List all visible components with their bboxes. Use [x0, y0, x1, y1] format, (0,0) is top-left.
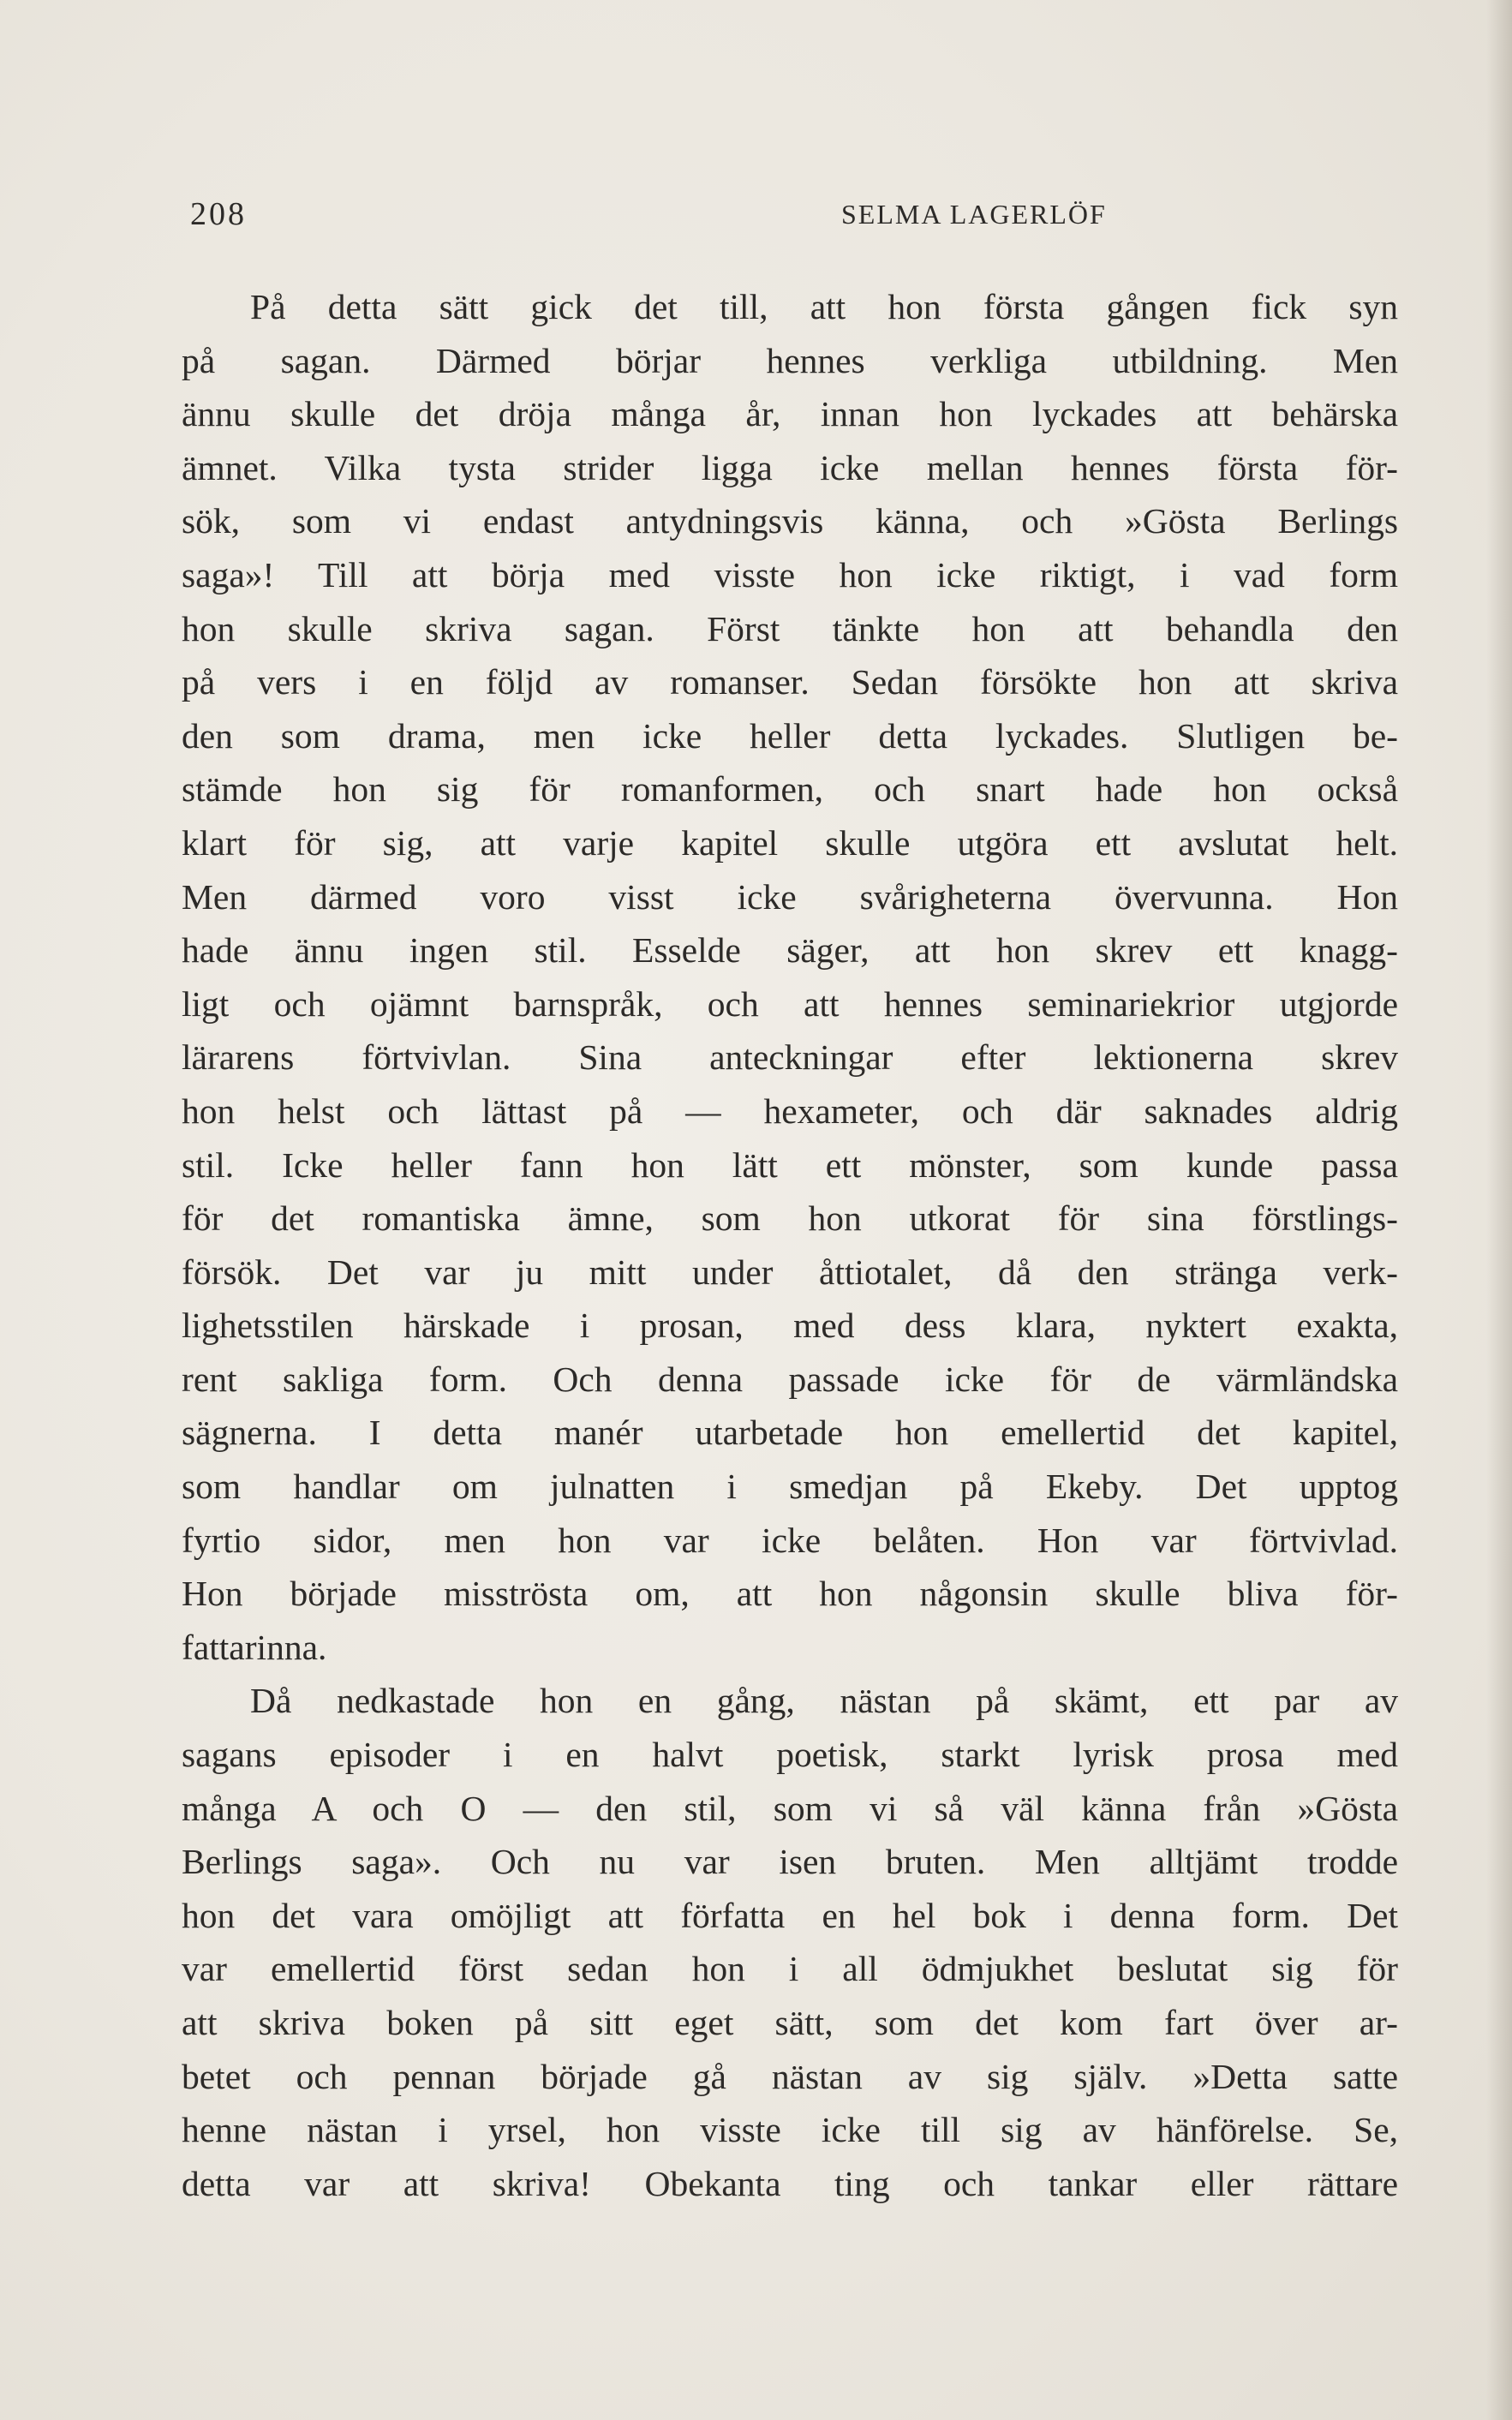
text-line: sägnerna. I detta manér utarbetade hon emellertid det kapitel, [182, 1413, 1398, 1453]
text-line: sagans episoder i en halvt poetisk, starkt lyrisk prosa med [182, 1735, 1398, 1775]
text-line: hon helst och lättast på — hexameter, och där saknades aldrig [182, 1090, 1398, 1131]
text-line: lärarens förtvivlan. Sina anteckningar efter lektionerna skrev [182, 1037, 1398, 1078]
text-line: sök, som vi endast antydningsvis känna, och »Gösta Berlings [182, 501, 1398, 541]
text-line: lighetsstilen härskade i prosan, med dess klara, nyktert exakta, [182, 1306, 1398, 1346]
running-head: SELMA LAGERLÖF [841, 199, 1107, 230]
text-line: var emellertid först sedan hon i all ödmjukhet beslutat sig för [182, 1949, 1398, 1989]
text-line: ämnet. Vilka tysta strider ligga icke mellan hennes första för- [182, 447, 1398, 487]
text-line: detta var att skriva! Obekanta ting och tankar eller rättare [182, 2163, 1398, 2203]
text-line: henne nästan i yrsel, hon visste icke till sig av hänförelse. Se, [182, 2110, 1398, 2150]
page-edge-shadow [1486, 0, 1512, 2420]
text-line: den som drama, men icke heller detta lyckades. Slutligen be- [182, 715, 1398, 756]
text-line: fattarinna. [182, 1627, 327, 1667]
text-line: På detta sätt gick det till, att hon första gången fick syn [250, 287, 1398, 326]
body-text [182, 280, 1398, 2210]
text-line: betet och pennan började gå nästan av sig själv. »Detta satte [182, 2056, 1398, 2096]
text-line: hade ännu ingen stil. Esselde säger, att hon skrev ett knagg- [182, 930, 1398, 971]
text-line: Hon började misströsta om, att hon någonsin skulle bliva för- [182, 1574, 1398, 1614]
text-line: saga»! Till att börja med visste hon icke riktigt, i vad form [182, 554, 1398, 595]
text-line: många A och O — den stil, som vi så väl känna från »Gösta [182, 1788, 1398, 1828]
text-line: på vers i en följd av romanser. Sedan försökte hon att skriva [182, 662, 1398, 702]
page-header [190, 195, 1400, 238]
text-line: försök. Det var ju mitt under åttiotalet, då den stränga verk- [182, 1252, 1398, 1292]
text-line: att skriva boken på sitt eget sätt, som det kom fart över ar- [182, 2003, 1398, 2042]
text-line: rent sakliga form. Och denna passade icke för de värmländska [182, 1359, 1398, 1399]
text-line: Då nedkastade hon en gång, nästan på skämt, ett par av [250, 1681, 1398, 1721]
page-number: 208 [190, 196, 247, 232]
text-line: hon skulle skriva sagan. Först tänkte hon att behandla den [182, 608, 1398, 648]
text-line: stämde hon sig för romanformen, och snart hade hon också [182, 769, 1398, 810]
text-line: stil. Icke heller fann hon lätt ett mönster, som kunde passa [182, 1144, 1398, 1185]
text-line: på sagan. Därmed börjar hennes verkliga utbildning. Men [182, 340, 1398, 380]
text-line: klart för sig, att varje kapitel skulle utgöra ett avslutat helt. [182, 822, 1398, 863]
text-line: Berlings saga». Och nu var isen bruten. Men alltjämt trodde [182, 1842, 1398, 1882]
text-line: som handlar om julnatten i smedjan på Ekeby. Det upptog [182, 1467, 1398, 1507]
text-line: fyrtio sidor, men hon var icke belåten. Hon var förtvivlad. [182, 1520, 1398, 1560]
text-line: ännu skulle det dröja många år, innan hon lyckades att behärska [182, 394, 1398, 434]
text-line: Men därmed voro visst icke svårigheterna övervunna. Hon [182, 876, 1398, 917]
text-line: för det romantiska ämne, som hon utkorat för sina förstlings- [182, 1198, 1398, 1239]
text-line: ligt och ojämnt barnspråk, och att hennes seminariekrior utgjorde [182, 983, 1398, 1024]
text-line: hon det vara omöjligt att författa en hel bok i denna form. Det [182, 1895, 1398, 1935]
